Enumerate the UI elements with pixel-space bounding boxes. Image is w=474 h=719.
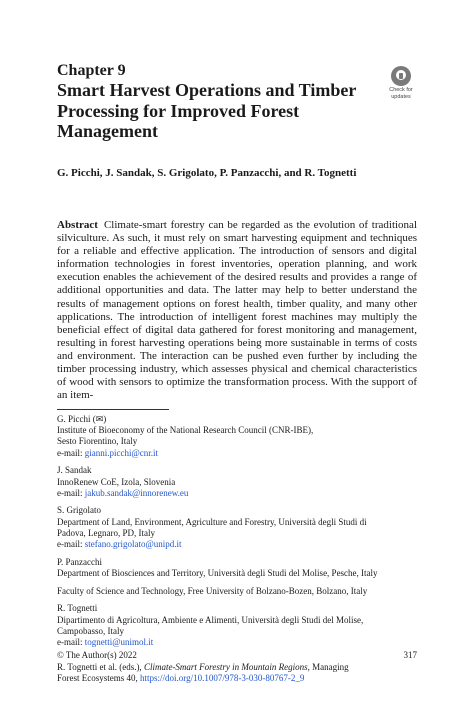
affiliation-panzacchi-2 bbox=[57, 586, 427, 597]
affiliation-line: InnoRenew CoE, Izola, Slovenia bbox=[57, 476, 176, 487]
series-doi: Forest Ecosystems 40, https://doi.org/10.1007/978-3-030-80767-2_9 bbox=[57, 673, 305, 684]
email-link[interactable]: gianni.picchi@cnr.it bbox=[84, 447, 159, 458]
affiliation-line: Faculty of Science and Technology, Free University of Bolzano-Bozen, Bolzano, Italy bbox=[57, 585, 368, 596]
chapter-title: Smart Harvest Operations and Timber Processing for Improved Forest Management bbox=[57, 80, 357, 141]
citation: R. Tognetti et al. (eds.), Climate-Smart Forestry in Mountain Regions, Managing bbox=[57, 661, 349, 672]
affiliation-line: Dipartimento di Agricoltura, Ambiente e Alimenti, Università degli Studi del Molise, bbox=[57, 614, 364, 625]
affiliation-line: Campobasso, Italy bbox=[57, 625, 124, 636]
badge-line-1: Check for bbox=[389, 87, 413, 93]
author-name: J. Sandak bbox=[57, 465, 92, 476]
check-for-updates-badge[interactable] bbox=[383, 66, 419, 102]
email-prefix: e-mail: bbox=[57, 487, 85, 498]
affiliations bbox=[57, 414, 427, 655]
footnote-divider bbox=[57, 409, 169, 410]
email-prefix: e-mail: bbox=[57, 636, 85, 647]
affiliation-line: Sesto Fiorentino, Italy bbox=[57, 436, 138, 447]
email-prefix: e-mail: bbox=[57, 447, 85, 458]
copyright: © The Author(s) 2022 bbox=[57, 650, 137, 660]
affiliation-sandak bbox=[57, 465, 427, 499]
abstract bbox=[57, 219, 417, 402]
page-footer bbox=[57, 650, 417, 685]
bookmark-icon bbox=[391, 66, 411, 86]
affiliation-line: Department of Biosciences and Territory, Università degli Studi del Molise, Pesche, Italy bbox=[57, 567, 378, 578]
author-name: G. Picchi (✉) bbox=[57, 414, 107, 424]
badge-line-2: updates bbox=[391, 93, 411, 100]
email-link[interactable]: stefano.grigolato@unipd.it bbox=[84, 539, 182, 550]
email-prefix: e-mail: bbox=[57, 539, 85, 550]
doi-link[interactable]: https://doi.org/10.1007/978-3-030-80767-2_9 bbox=[140, 673, 305, 684]
affiliation-panzacchi bbox=[57, 557, 427, 579]
author-name: S. Grigolato bbox=[57, 505, 101, 516]
chapter-number: Chapter 9 bbox=[57, 62, 126, 79]
email-link[interactable]: jakub.sandak@innorenew.eu bbox=[84, 487, 189, 498]
affiliation-grigolato bbox=[57, 505, 427, 550]
author-name: R. Tognetti bbox=[57, 603, 98, 614]
affiliation-picchi bbox=[57, 414, 427, 459]
affiliation-tognetti bbox=[57, 603, 427, 648]
email-link[interactable]: tognetti@unimol.it bbox=[84, 636, 154, 647]
affiliation-line: Department of Land, Environment, Agriculture and Forestry, Università degli Studi di bbox=[57, 516, 367, 527]
abstract-label: Abstract bbox=[57, 219, 98, 231]
affiliation-line: Padova, Legnaro, PD, Italy bbox=[57, 527, 155, 538]
book-title: Climate-Smart Forestry in Mountain Regions bbox=[143, 661, 308, 672]
affiliation-line: Institute of Bioeconomy of the National Research Council (CNR-IBE), bbox=[57, 425, 314, 436]
abstract-text: Climate-smart forestry can be regarded as the evolution of traditional silviculture. As such, it must rely on smart harvesting equipment and techniques for a reliable and effective application. The introduction of sensors and digital information technologies in forest inventories, operation planning, and work execution enables the achievement of the desired results and provides a range of additional opportunities and data. The latter may help to better understand the results of management options on forest health, timber quality, and many other applications. The introduction of intelligent forest machines may multiply the beneficial effect of digital data gathered for forest monitoring and management, resulting in forest harvesting operations being more sustainable in terms of costs and environment. The interaction can be pushed even further by including the timber processing industry, which assesses physical and chemical characteristics of wood with sensors to optimize the transformation process. With the support of an item- bbox=[57, 219, 417, 402]
page-number: 317 bbox=[403, 650, 417, 660]
author-name: P. Panzacchi bbox=[57, 556, 102, 567]
author-list: G. Picchi, J. Sandak, S. Grigolato, P. Panzacchi, and R. Tognetti bbox=[57, 167, 357, 179]
